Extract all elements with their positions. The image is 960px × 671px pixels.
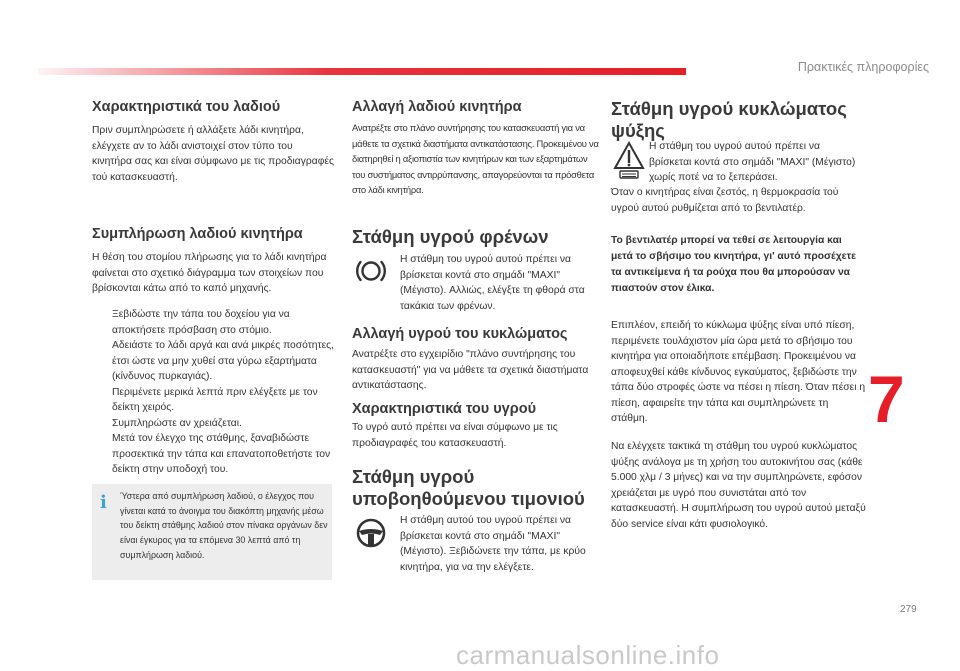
info-note-box <box>92 484 332 580</box>
oil-top-up-steps <box>92 307 334 478</box>
brake-fluid-icon <box>352 252 390 290</box>
oil-specs-heading: Χαρακτηριστικά του λαδιού <box>92 99 281 115</box>
brake-fluid-change-heading: Αλλαγή υγρού του κυκλώματος <box>352 326 568 342</box>
list-item: Αδειάστε το λάδι αργά και ανά μικρές ποσότητες, έτσι ώστε να μην χυθεί στα γύρω εξαρτήματα (κίνδυνος πυρκαγιάς). <box>112 340 334 382</box>
oil-top-up-heading: Συμπλήρωση λαδιού κινητήρα <box>92 226 303 242</box>
fluid-specs-text: Το υγρό αυτό πρέπει να είναι σύμφωνο με τις προδιαγραφές του κατασκευαστή. <box>352 422 558 449</box>
chapter-number: 7 <box>868 362 905 436</box>
oil-specs-text: Πριν συμπληρώσετε ή αλλάξετε λάδι κινητήρα, ελέγχετε αν το λάδι ανιστοιχεί στον τύπο του κινητήρα σας και είναι σύμφωνο με τις προδιαγραφές τού κατασκευαστή. <box>92 125 334 183</box>
page-number: 279 <box>900 604 917 615</box>
info-note-text: Ύστερα από συμπλήρωση λαδιού, ο έλεγχος που γίνεται κατά το άνοιγμα του διακόπτη μηχανής μέσω του δείκτη στάθμης λαδιού στον πίνακα οργάνων δεν είναι έγκυρος για τα επόμενα 30 λεπτά από τη συμπλήρωση λαδιού. <box>120 491 328 560</box>
list-item: Συμπληρώστε αν χρειάζεται. <box>112 417 242 429</box>
oil-change-text: Ανατρέξτε στο πλάνο συντήρησης του κατασκευαστή για να μάθετε τα σχετικά διαστήματα αντικατάστασης. Προκειμένου να διατηρηθεί η αξιοπιστία των κινητήρων και των εξαρτημάτων του συστήματος αντιρρύπανσης, απαγορεύονται τα πρόσθετα στο λάδι κινητήρα. <box>352 122 599 195</box>
list-item: Ξεβιδώστε την τάπα του δοχείου για να αποκτήσετε πρόσβαση στο στόμιο. <box>112 309 290 336</box>
watermark: carmanualsonline.info <box>456 640 720 670</box>
coolant-check-text: Να ελέγχετε τακτικά τη στάθμη του υγρού κυκλώματος ψύξης ανάλογα με τη χρήση του αυτοκινήτου σας (κάθε 5.000 χλμ / 3 μήνες) και να την συμπληρώνετε, εφόσον χρειάζεται με υγρό που συνιστάται από τον κατασκευαστή. Η συμπλήρωση του υγρού αυτού μεταξύ δύο service είναι κάτι φυσιολογικό. <box>611 441 866 530</box>
fluid-specs-heading: Χαρακτηριστικά του υγρού <box>352 401 537 417</box>
oil-top-up-intro: Η θέση του στομίου πλήρωσης για το λάδι κινητήρα φαίνεται στο σχετικό διάγραμμα των στοιχείων που βρίσκονται κάτω από το καπό μηχανής. <box>92 252 327 294</box>
power-steering-text: Η στάθμη αυτού του υγρού πρέπει να βρίσκεται κοντά στο σημάδι "MAXI" (Μέγιστο). Ξεβιδώνετε την τάπα, με κρύο κινητήρα, για να την ελέγξετε. <box>400 515 586 573</box>
fan-warning-text: Το βεντιλατέρ μπορεί να τεθεί σε λειτουργία και μετά το σβήσιμο του κινητήρα, γι' αυτό προσέχετε τα αντικείμενα ή τα ρούχα που θα μπορούσαν να πιαστούν στον έλικα. <box>611 235 856 294</box>
section-title: Πρακτικές πληροφορίες <box>797 60 929 74</box>
steering-wheel-icon <box>352 514 390 552</box>
brake-fluid-change-text: Ανατρέξτε στο εγχειρίδιο "πλάνο συντήρησης του κατασκευαστή" για να μάθετε τα σχετικά διαστήματα αντικατάστασης. <box>352 349 589 391</box>
brake-fluid-heading: Στάθμη υγρού φρένων <box>352 226 549 247</box>
oil-change-heading: Αλλαγή λαδιού κινητήρα <box>352 99 522 115</box>
coolant-warning-icon <box>611 139 647 181</box>
brake-fluid-text: Η στάθμη του υγρού αυτού πρέπει να βρίσκεται κοντά στο σημάδι "MAXI" (Μέγιστο). Αλλιώς, ελέγξτε τη φθορά στα τακάκια των φρένων. <box>400 254 585 312</box>
coolant-pressure-text: Επιπλέον, επειδή το κύκλωμα ψύξης είναι υπό πίεση, περιμένετε τουλάχιστον μία ώρα μετά το σβήσιμο του κινητήρα για οποιαδήποτε επέμβαση. Προκειμένου να αποφευχθεί κάθε κίνδυνος εγκαύματος, ξεβιδώστε την τάπα δύο στροφές ώστε να πέσει η πίεση. Όταν πέσει η πίεση, αφαιρείτε την τάπα και συμπληρώνετε τη στάθμη. <box>611 320 866 424</box>
coolant-heading: Στάθμη υγρού κυκλώματος ψύξης <box>611 98 847 141</box>
list-item: Περιμένετε μερικά λεπτά πριν ελέγξετε με τον δείκτη χειρός. <box>112 386 318 413</box>
power-steering-heading: Στάθμη υγρού υποβοηθούμενου τιμονιού <box>352 466 585 509</box>
header-accent-bar <box>38 68 686 75</box>
coolant-icon-text: Η στάθμη του υγρού αυτού πρέπει να βρίσκεται κοντά στο σημάδι "MAXI" (Μέγιστο) χωρίς ποτέ να το ξεπεράσει. <box>649 141 856 183</box>
coolant-hot-text: Όταν ο κινητήρας είναι ζεστός, η θερμοκρασία τού υγρού αυτού ρυθμίζεται από το βεντιλατέρ. <box>611 187 839 214</box>
info-icon: i <box>100 492 107 513</box>
list-item: Μετά τον έλεγχο της στάθμης, ξαναβιδώστε προσεκτικά την τάπα και επανατοποθετήστε τον δείκτη στην υποδοχή του. <box>112 433 331 475</box>
